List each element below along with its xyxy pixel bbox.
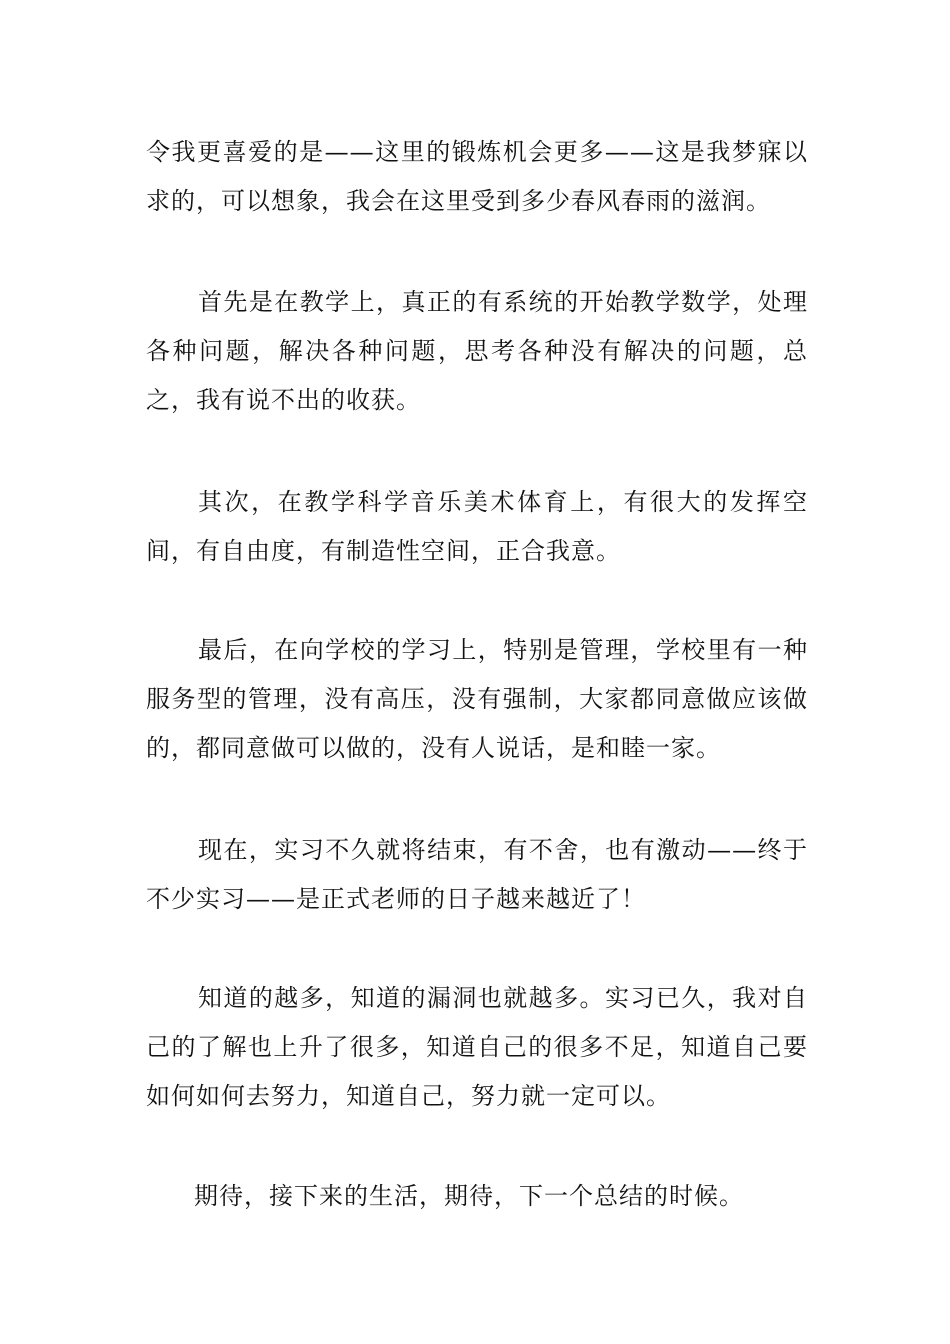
paragraph-2: 首先是在教学上，真正的有系统的开始教学数学，处理各种问题，解决各种问题，思考各种没有解决的问题，总之，我有说不出的收获。 [146, 288, 808, 414]
paragraph-5: 现在，实习不久就将结束，有不舍，也有激动——终于不少实习——是正式老师的日子越来越近了！ [146, 836, 808, 913]
paragraph-3: 其次，在教学科学音乐美术体育上，有很大的发挥空间，有自由度，有制造性空间，正合我意。 [146, 488, 808, 565]
paragraph-1: 令我更喜爱的是——这里的锻炼机会更多——这是我梦寐以求的，可以想象，我会在这里受到多少春风春雨的滋润。 [146, 138, 808, 215]
paragraph-7: 期待，接下来的生活，期待，下一个总结的时候。 [194, 1182, 744, 1210]
paragraph-6: 知道的越多，知道的漏洞也就越多。实习已久，我对自己的了解也上升了很多，知道自己的很多不足，知道自己要如何如何去努力，知道自己，努力就一定可以。 [146, 984, 808, 1110]
paragraph-4: 最后，在向学校的学习上，特别是管理，学校里有一种服务型的管理，没有高压，没有强制，大家都同意做应该做的，都同意做可以做的，没有人说话，是和睦一家。 [146, 636, 808, 762]
